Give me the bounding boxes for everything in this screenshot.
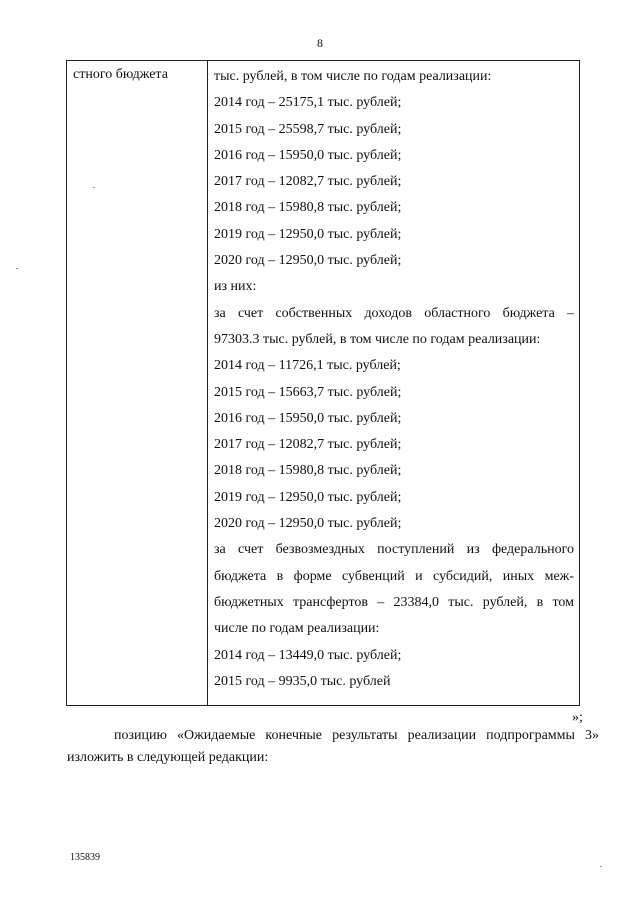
table-line: 2016 год – 15950,0 тыс. рублей;	[214, 147, 402, 163]
table-line: тыс. рублей, в том числе по годам реализации:	[214, 69, 492, 84]
scan-speck	[93, 187, 95, 188]
table-line: 2014 год – 13449,0 тыс. рублей;	[214, 647, 402, 663]
table-line: 2015 год – 25598,7 тыс. рублей;	[214, 121, 402, 137]
table-line: 2020 год – 12950,0 тыс. рублей;	[214, 516, 402, 532]
table-line: 2018 год – 15980,8 тыс. рублей;	[214, 200, 402, 216]
table-line: 97303.3 тыс. рублей, в том числе по годам реализации:	[214, 331, 541, 347]
table-line: числе по годам реализации:	[214, 621, 380, 637]
table-line: 2017 год – 12082,7 тыс. рублей;	[214, 174, 402, 190]
table-line: 2014 год – 25175,1 тыс. рублей;	[214, 95, 402, 111]
table-right-cell	[214, 67, 574, 698]
paragraph-line-2: изложить в следующей редакции:	[67, 750, 269, 765]
table-line: за счет собственных доходов областного бюджета –	[214, 305, 574, 321]
table-line: 2015 год – 15663,7 тыс. рублей;	[214, 384, 402, 400]
scan-speck	[16, 268, 18, 269]
table-line: бюджетных трансфертов – 23384,0 тыс. рублей, в том	[214, 594, 574, 610]
table-line: 2018 год – 15980,8 тыс. рублей;	[214, 463, 402, 479]
column-divider	[207, 61, 208, 705]
table-line: 2017 год – 12082,7 тыс. рублей;	[214, 437, 402, 453]
table-line: 2020 год – 12950,0 тыс. рублей;	[214, 253, 402, 269]
page-number: 8	[317, 36, 323, 50]
table-line: 2016 год – 15950,0 тыс. рублей;	[214, 410, 402, 426]
table-line: за счет безвозмездных поступлений из федерального	[214, 542, 574, 558]
footer-code: 135839	[70, 852, 100, 863]
table-line: 2019 год – 12950,0 тыс. рублей;	[214, 489, 402, 505]
paragraph-line-1: позицию «Ожидаемые конечные результаты реализации подпрограммы 3»	[114, 728, 599, 743]
table-line: 2014 год – 11726,1 тыс. рублей;	[214, 358, 401, 374]
table-line: из них:	[214, 279, 257, 295]
table-line: 2019 год – 12950,0 тыс. рублей;	[214, 226, 402, 242]
table-line: 2015 год – 9935,0 тыс. рублей	[214, 673, 391, 689]
table-left-cell: стного бюджета	[73, 67, 168, 82]
table-line: бюджета в форме субвенций и субсидий, иных меж-	[214, 568, 574, 584]
closing-quote: »;	[572, 710, 583, 725]
funding-table	[66, 60, 580, 706]
scan-speck	[600, 866, 602, 867]
